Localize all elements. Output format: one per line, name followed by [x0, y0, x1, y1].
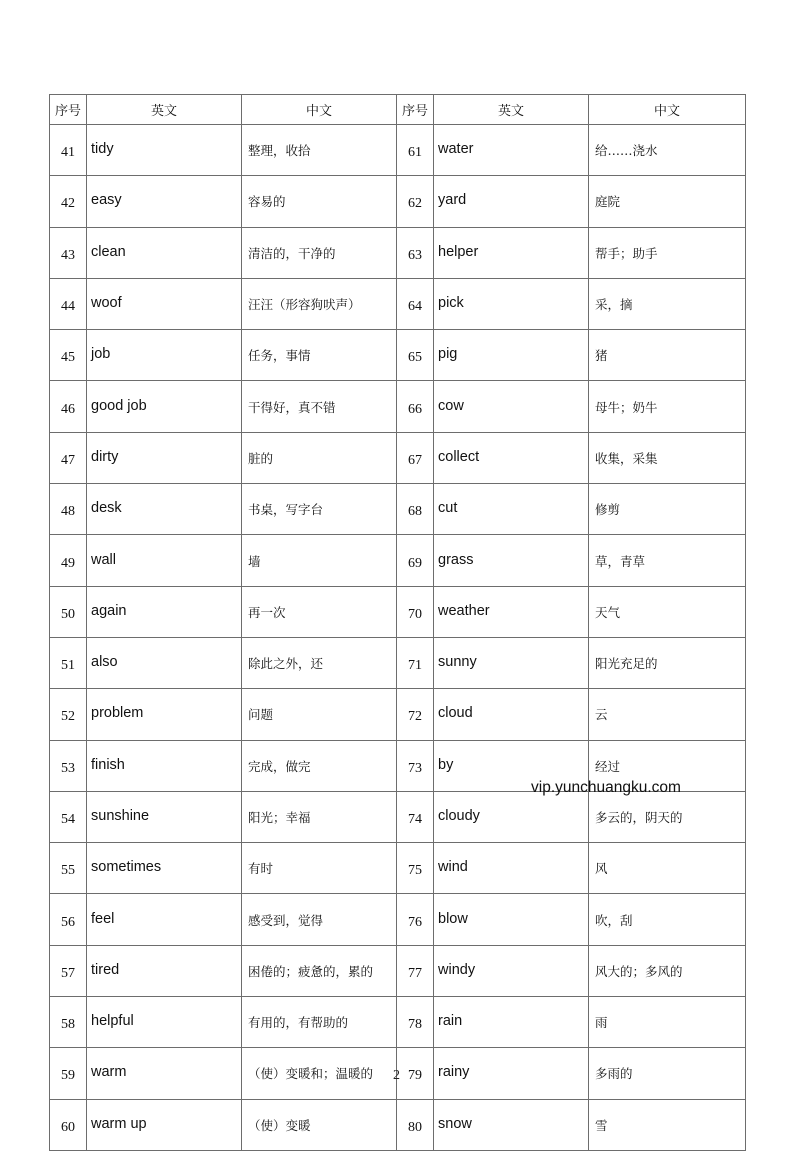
index-cell-left: 54 — [50, 791, 87, 842]
english-word-left: feel — [87, 894, 242, 945]
chinese-meaning-right: 收集，采集 — [589, 432, 746, 483]
english-word-left: sometimes — [87, 843, 242, 894]
header-english-left: 英文 — [87, 95, 242, 125]
index-cell-right: 62 — [397, 176, 434, 227]
table-row — [50, 125, 746, 176]
english-word-left: warm up — [87, 1099, 242, 1150]
english-word-right: cloudy — [434, 791, 589, 842]
chinese-meaning-left: 再一次 — [242, 586, 397, 637]
chinese-meaning-left: 完成，做完 — [242, 740, 397, 791]
header-chinese-right: 中文 — [589, 95, 746, 125]
header-english-right: 英文 — [434, 95, 589, 125]
index-cell-left: 52 — [50, 689, 87, 740]
chinese-meaning-right: 雪 — [589, 1099, 746, 1150]
english-word-right: grass — [434, 535, 589, 586]
english-word-right: pick — [434, 278, 589, 329]
index-cell-left: 42 — [50, 176, 87, 227]
table-row — [50, 227, 746, 278]
chinese-meaning-right: 采，摘 — [589, 278, 746, 329]
index-cell-right: 65 — [397, 330, 434, 381]
chinese-meaning-right: 多雨的 — [589, 1048, 746, 1099]
chinese-meaning-right: 庭院 — [589, 176, 746, 227]
chinese-meaning-right: 猪 — [589, 330, 746, 381]
english-word-left: job — [87, 330, 242, 381]
index-cell-left: 57 — [50, 945, 87, 996]
english-word-right: cut — [434, 484, 589, 535]
table-row — [50, 689, 746, 740]
chinese-meaning-right: 风 — [589, 843, 746, 894]
chinese-meaning-right: 天气 — [589, 586, 746, 637]
english-word-right: rain — [434, 997, 589, 1048]
table-row — [50, 278, 746, 329]
chinese-meaning-left: 有用的，有帮助的 — [242, 997, 397, 1048]
table-body — [50, 125, 746, 1151]
index-cell-left: 53 — [50, 740, 87, 791]
english-word-left: easy — [87, 176, 242, 227]
index-cell-left: 58 — [50, 997, 87, 1048]
table-row — [50, 176, 746, 227]
english-word-right: cow — [434, 381, 589, 432]
index-cell-right: 79 — [397, 1048, 434, 1099]
english-word-left: problem — [87, 689, 242, 740]
table-row — [50, 1099, 746, 1150]
index-cell-left: 46 — [50, 381, 87, 432]
watermark: vip.yunchuangku.com — [531, 779, 681, 796]
english-word-left: finish — [87, 740, 242, 791]
english-word-left: woof — [87, 278, 242, 329]
table-row — [50, 843, 746, 894]
index-cell-right: 70 — [397, 586, 434, 637]
index-cell-left: 43 — [50, 227, 87, 278]
english-word-right: cloud — [434, 689, 589, 740]
chinese-meaning-right: 阳光充足的 — [589, 637, 746, 688]
english-word-right: yard — [434, 176, 589, 227]
table-row — [50, 997, 746, 1048]
index-cell-right: 67 — [397, 432, 434, 483]
chinese-meaning-left: 清洁的，干净的 — [242, 227, 397, 278]
index-cell-right: 64 — [397, 278, 434, 329]
header-chinese-left: 中文 — [242, 95, 397, 125]
english-word-right: weather — [434, 586, 589, 637]
index-cell-left: 51 — [50, 637, 87, 688]
table-row — [50, 637, 746, 688]
english-word-right: water — [434, 125, 589, 176]
chinese-meaning-right: 给……浇水 — [589, 125, 746, 176]
chinese-meaning-left: 困倦的；疲惫的，累的 — [242, 945, 397, 996]
chinese-meaning-left: 任务，事情 — [242, 330, 397, 381]
english-word-right: collect — [434, 432, 589, 483]
chinese-meaning-left: 阳光；幸福 — [242, 791, 397, 842]
index-cell-right: 72 — [397, 689, 434, 740]
index-cell-right: 76 — [397, 894, 434, 945]
table-row — [50, 894, 746, 945]
page-number: 2 — [393, 1068, 400, 1083]
english-word-right: helper — [434, 227, 589, 278]
table-row — [50, 330, 746, 381]
chinese-meaning-right: 帮手；助手 — [589, 227, 746, 278]
table-row — [50, 381, 746, 432]
table-row — [50, 791, 746, 842]
header-index-right: 序号 — [397, 95, 434, 125]
english-word-left: also — [87, 637, 242, 688]
index-cell-right: 61 — [397, 125, 434, 176]
index-cell-left: 41 — [50, 125, 87, 176]
index-cell-left: 44 — [50, 278, 87, 329]
index-cell-right: 73 — [397, 740, 434, 791]
index-cell-right: 80 — [397, 1099, 434, 1150]
chinese-meaning-left: （使）变暖和；温暖的 — [242, 1048, 397, 1099]
header-index-left: 序号 — [50, 95, 87, 125]
index-cell-right: 71 — [397, 637, 434, 688]
index-cell-left: 55 — [50, 843, 87, 894]
table-header-row — [50, 95, 746, 125]
index-cell-right: 77 — [397, 945, 434, 996]
index-cell-right: 69 — [397, 535, 434, 586]
english-word-right: snow — [434, 1099, 589, 1150]
chinese-meaning-left: 问题 — [242, 689, 397, 740]
chinese-meaning-right: 母牛；奶牛 — [589, 381, 746, 432]
english-word-left: good job — [87, 381, 242, 432]
chinese-meaning-right: 雨 — [589, 997, 746, 1048]
english-word-right: sunny — [434, 637, 589, 688]
english-word-left: desk — [87, 484, 242, 535]
english-word-left: warm — [87, 1048, 242, 1099]
chinese-meaning-right: 经过 — [589, 740, 746, 791]
english-word-left: wall — [87, 535, 242, 586]
index-cell-right: 63 — [397, 227, 434, 278]
english-word-left: again — [87, 586, 242, 637]
index-cell-right: 78 — [397, 997, 434, 1048]
chinese-meaning-right: 修剪 — [589, 484, 746, 535]
chinese-meaning-left: 整理，收拾 — [242, 125, 397, 176]
chinese-meaning-left: （使）变暖 — [242, 1099, 397, 1150]
index-cell-left: 47 — [50, 432, 87, 483]
index-cell-left: 49 — [50, 535, 87, 586]
table-row — [50, 484, 746, 535]
chinese-meaning-left: 脏的 — [242, 432, 397, 483]
chinese-meaning-left: 书桌，写字台 — [242, 484, 397, 535]
chinese-meaning-left: 墙 — [242, 535, 397, 586]
index-cell-left: 45 — [50, 330, 87, 381]
table-row — [50, 945, 746, 996]
index-cell-left: 60 — [50, 1099, 87, 1150]
english-word-left: tired — [87, 945, 242, 996]
chinese-meaning-left: 除此之外，还 — [242, 637, 397, 688]
index-cell-right: 74 — [397, 791, 434, 842]
english-word-right: rainy — [434, 1048, 589, 1099]
english-word-right: by — [434, 740, 589, 791]
english-word-right: blow — [434, 894, 589, 945]
english-word-left: tidy — [87, 125, 242, 176]
chinese-meaning-left: 汪汪（形容狗吠声） — [242, 278, 397, 329]
english-word-right: wind — [434, 843, 589, 894]
index-cell-right: 75 — [397, 843, 434, 894]
english-word-left: clean — [87, 227, 242, 278]
index-cell-left: 50 — [50, 586, 87, 637]
english-word-left: dirty — [87, 432, 242, 483]
chinese-meaning-left: 干得好，真不错 — [242, 381, 397, 432]
index-cell-left: 59 — [50, 1048, 87, 1099]
table-row — [50, 432, 746, 483]
english-word-left: sunshine — [87, 791, 242, 842]
english-word-right: pig — [434, 330, 589, 381]
vocabulary-table — [49, 94, 746, 1151]
table-row — [50, 535, 746, 586]
chinese-meaning-left: 有时 — [242, 843, 397, 894]
index-cell-left: 56 — [50, 894, 87, 945]
chinese-meaning-right: 草，青草 — [589, 535, 746, 586]
chinese-meaning-right: 多云的，阴天的 — [589, 791, 746, 842]
chinese-meaning-left: 容易的 — [242, 176, 397, 227]
chinese-meaning-right: 风大的；多风的 — [589, 945, 746, 996]
index-cell-right: 66 — [397, 381, 434, 432]
chinese-meaning-right: 吹，刮 — [589, 894, 746, 945]
index-cell-left: 48 — [50, 484, 87, 535]
english-word-left: helpful — [87, 997, 242, 1048]
chinese-meaning-right: 云 — [589, 689, 746, 740]
index-cell-right: 68 — [397, 484, 434, 535]
table-row — [50, 586, 746, 637]
chinese-meaning-left: 感受到，觉得 — [242, 894, 397, 945]
english-word-right: windy — [434, 945, 589, 996]
